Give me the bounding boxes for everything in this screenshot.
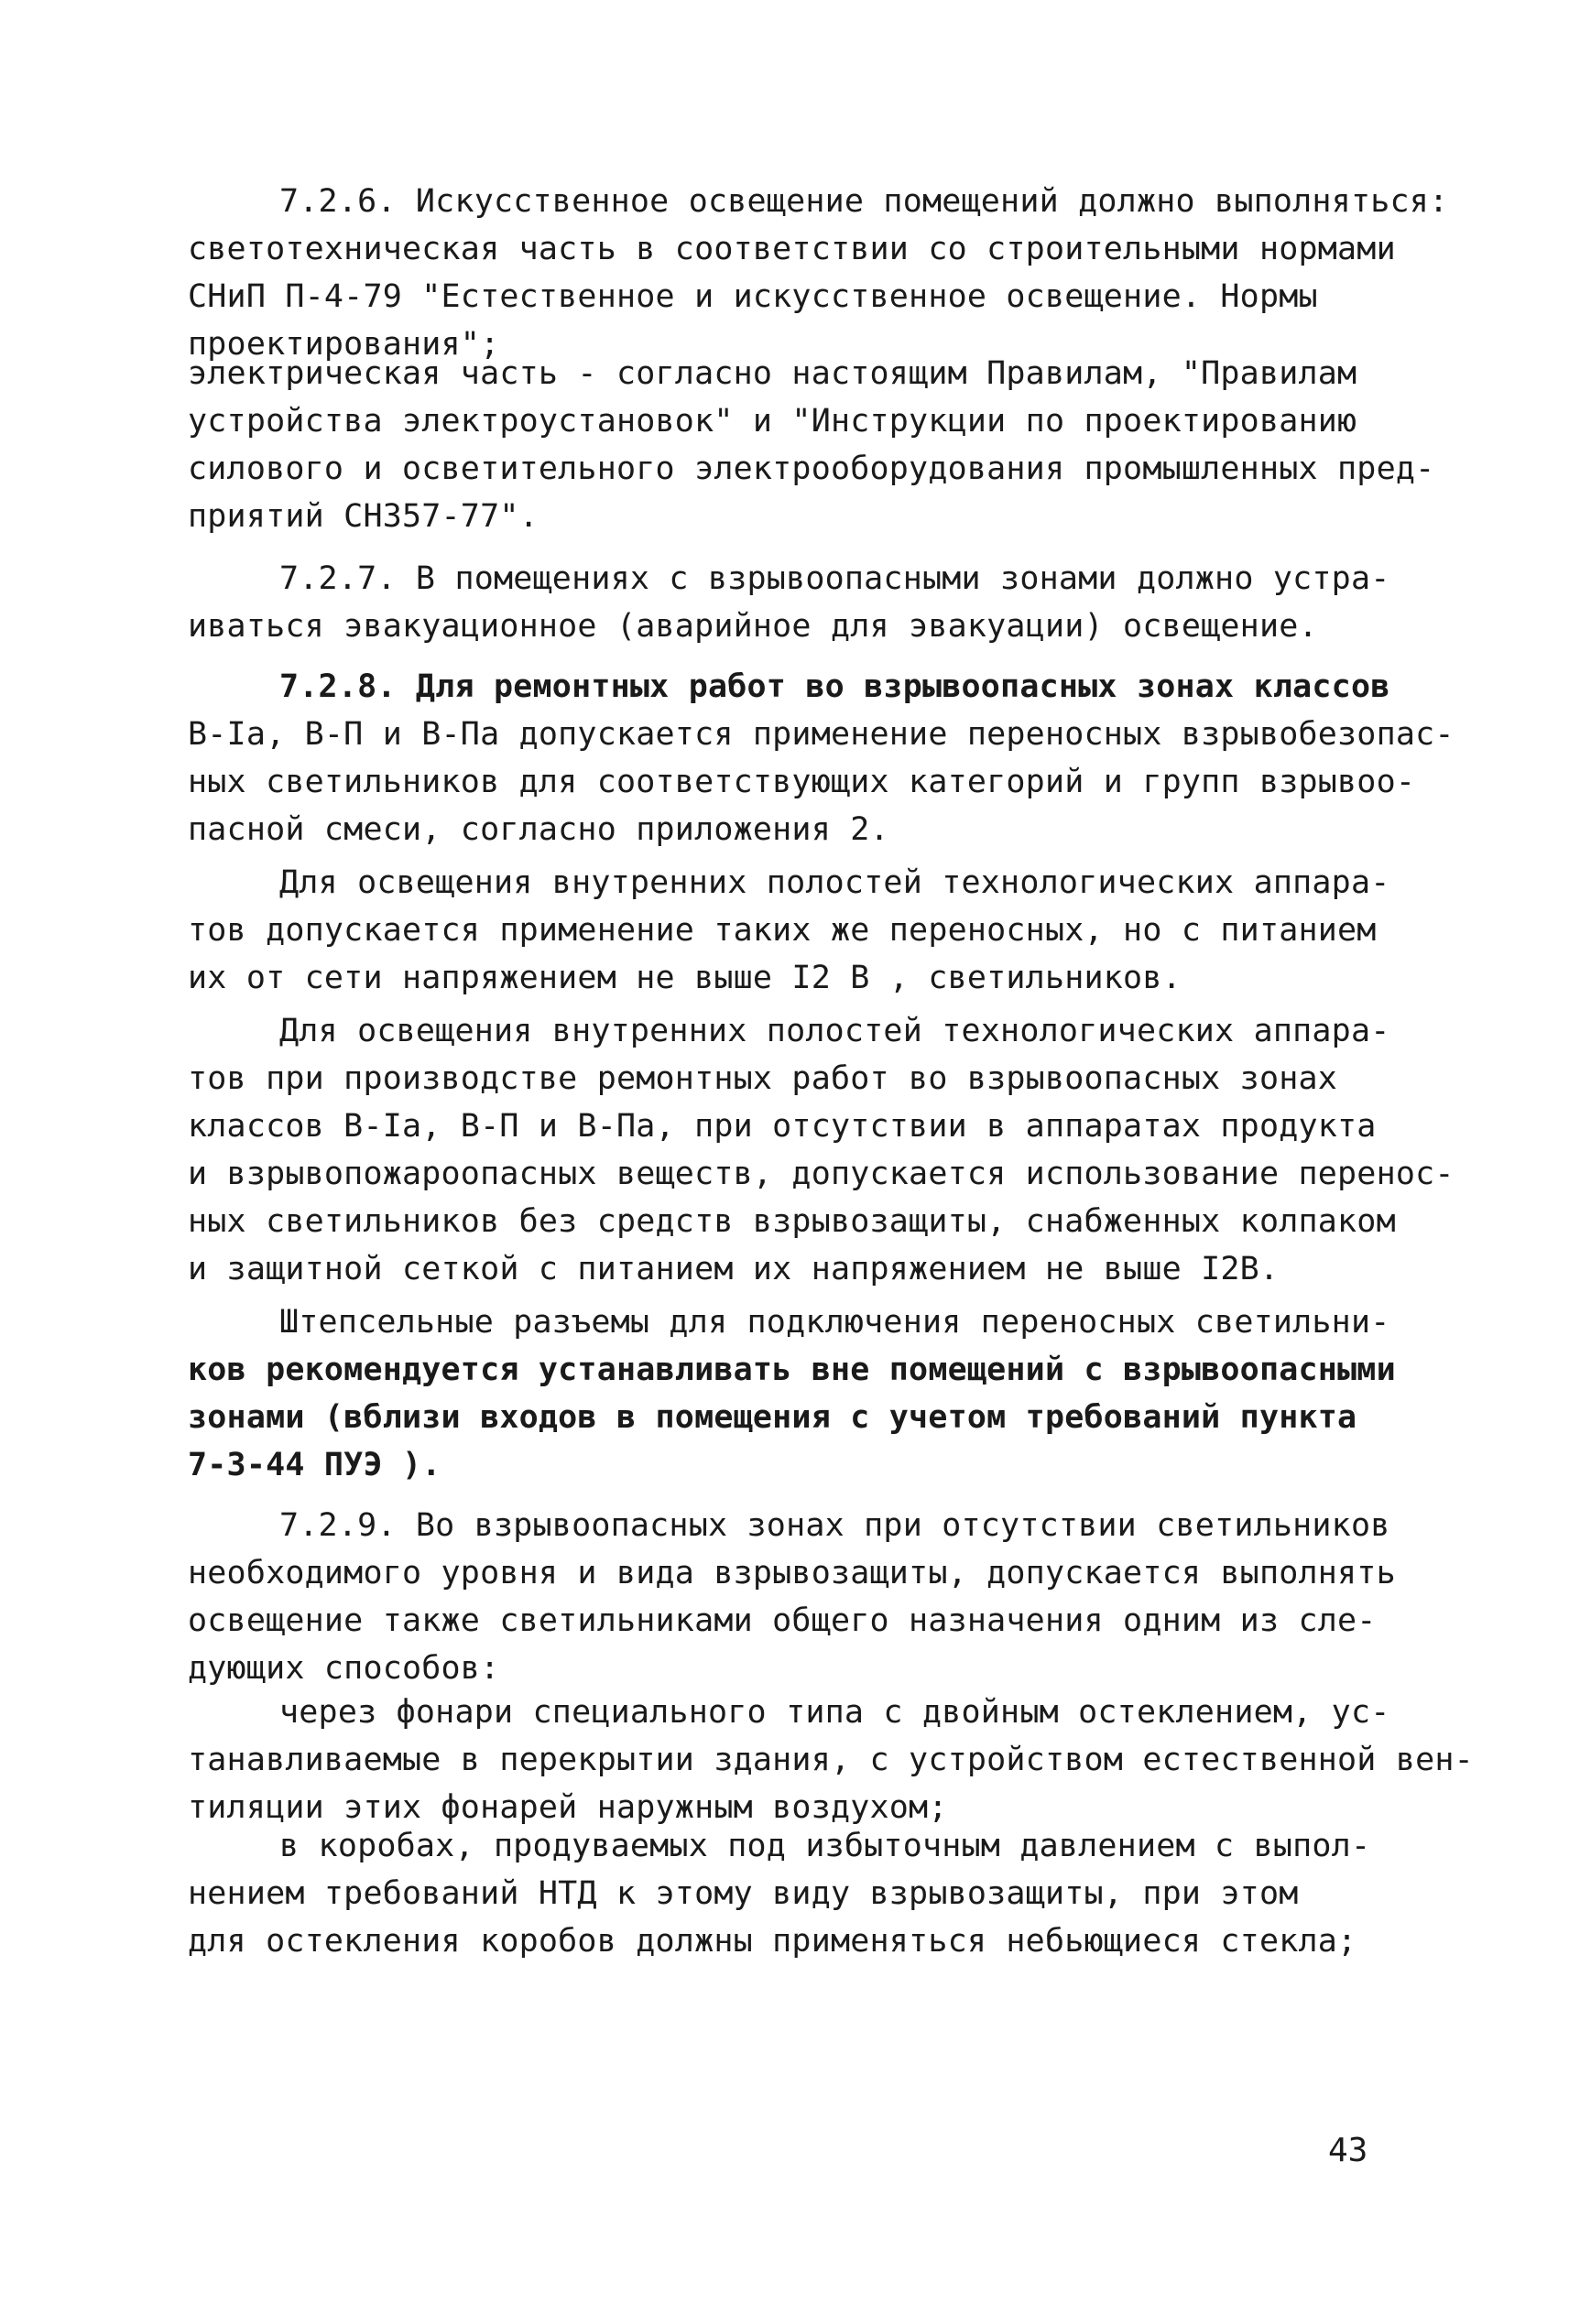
text-line: 7.2.8. Для ремонтных работ во взрывоопасных зонах классов bbox=[279, 668, 1390, 705]
text-line: нением требований НТД к этому виду взрывозащиты, при этом bbox=[188, 1875, 1299, 1912]
text-line: Штепсельные разъемы для подключения переносных светильни- bbox=[279, 1304, 1390, 1341]
paragraph-7-2-8 bbox=[188, 663, 1455, 853]
paragraph-lanterns bbox=[188, 1689, 1474, 1831]
text-line: СНиП П-4-79 "Естественное и искусственное освещение. Нормы bbox=[188, 278, 1318, 315]
paragraph-7-2-7 bbox=[188, 555, 1406, 650]
text-line: зонами (вблизи входов в помещения с учетом требований пункта bbox=[188, 1399, 1357, 1436]
text-line: через фонари специального типа с двойным остеклением, ус- bbox=[279, 1694, 1390, 1731]
text-line: дующих способов: bbox=[188, 1650, 500, 1687]
text-line: классов В-Iа, В-П и В-Па, при отсутствии в аппаратах продукта bbox=[188, 1108, 1377, 1145]
paragraph-electrical-part bbox=[188, 350, 1435, 540]
text-line: ных светильников для соответствующих категорий и групп взрывоо- bbox=[188, 764, 1416, 800]
text-line: 7.2.6. Искусственное освещение помещений должно выполняться: bbox=[279, 183, 1449, 220]
text-line: для остекления коробов должны применяться небьющиеся стекла; bbox=[188, 1923, 1357, 1960]
text-line: в коробах, продуваемых под избыточным давлением с выпол- bbox=[279, 1828, 1371, 1864]
text-line: электрическая часть - согласно настоящим Правилам, "Правилам bbox=[188, 355, 1357, 392]
text-line: и защитной сеткой с питанием их напряжением не выше I2В. bbox=[188, 1251, 1280, 1287]
text-line: силового и осветительного электрооборудования промышленных пред- bbox=[188, 451, 1435, 487]
text-line: светотехническая часть в соответствии со строительными нормами bbox=[188, 231, 1396, 267]
text-line: тиляции этих фонарей наружным воздухом; bbox=[188, 1789, 948, 1826]
text-line: 7.2.7. В помещениях с взрывоопасными зонами должно устра- bbox=[279, 560, 1390, 597]
text-line: танавливаемые в перекрытии здания, с устройством естественной вен- bbox=[188, 1742, 1474, 1778]
paragraph-sockets bbox=[188, 1298, 1406, 1489]
paragraph-boxes bbox=[188, 1822, 1406, 1965]
text-line: освещение также светильниками общего назначения одним из сле- bbox=[188, 1602, 1377, 1639]
page-number: 43 bbox=[1328, 2132, 1368, 2169]
text-line: устройства электроустановок" и "Инструкции по проектированию bbox=[188, 403, 1357, 440]
text-line: 7.2.9. Во взрывоопасных зонах при отсутствии светильников bbox=[279, 1507, 1390, 1544]
text-line: тов допускается применение таких же переносных, но с питанием bbox=[188, 912, 1377, 949]
text-line: Для освещения внутренних полостей технологических аппара- bbox=[279, 1013, 1390, 1049]
paragraph-internal-cavities-1 bbox=[188, 859, 1406, 1002]
paragraph-7-2-9 bbox=[188, 1502, 1406, 1692]
text-line: их от сети напряжением не выше I2 В , светильников. bbox=[188, 960, 1182, 996]
text-line: иваться эвакуационное (аварийное для эвакуации) освещение. bbox=[188, 608, 1318, 645]
text-line: В-Iа, В-П и В-Па допускается применение переносных взрывобезопас- bbox=[188, 716, 1455, 753]
text-line: Для освещения внутренних полостей технологических аппара- bbox=[279, 864, 1390, 901]
text-line: приятий СН357-77". bbox=[188, 498, 539, 535]
paragraph-internal-cavities-2 bbox=[188, 1007, 1455, 1293]
text-line: необходимого уровня и вида взрывозащиты, допускается выполнять bbox=[188, 1555, 1396, 1591]
text-line: ков рекомендуется устанавливать вне помещений с взрывоопасными bbox=[188, 1352, 1396, 1388]
paragraph-7-2-6 bbox=[188, 178, 1449, 368]
text-line: и взрывопожароопасных веществ, допускается использование перенос- bbox=[188, 1156, 1455, 1192]
text-line: ных светильников без средств взрывозащиты, снабженных колпаком bbox=[188, 1203, 1396, 1240]
text-line: тов при производстве ремонтных работ во взрывоопасных зонах bbox=[188, 1060, 1338, 1097]
text-line: 7-3-44 ПУЭ ). bbox=[188, 1447, 441, 1483]
text-line: пасной смеси, согласно приложения 2. bbox=[188, 811, 889, 848]
text-line: проектирования"; bbox=[188, 326, 500, 363]
